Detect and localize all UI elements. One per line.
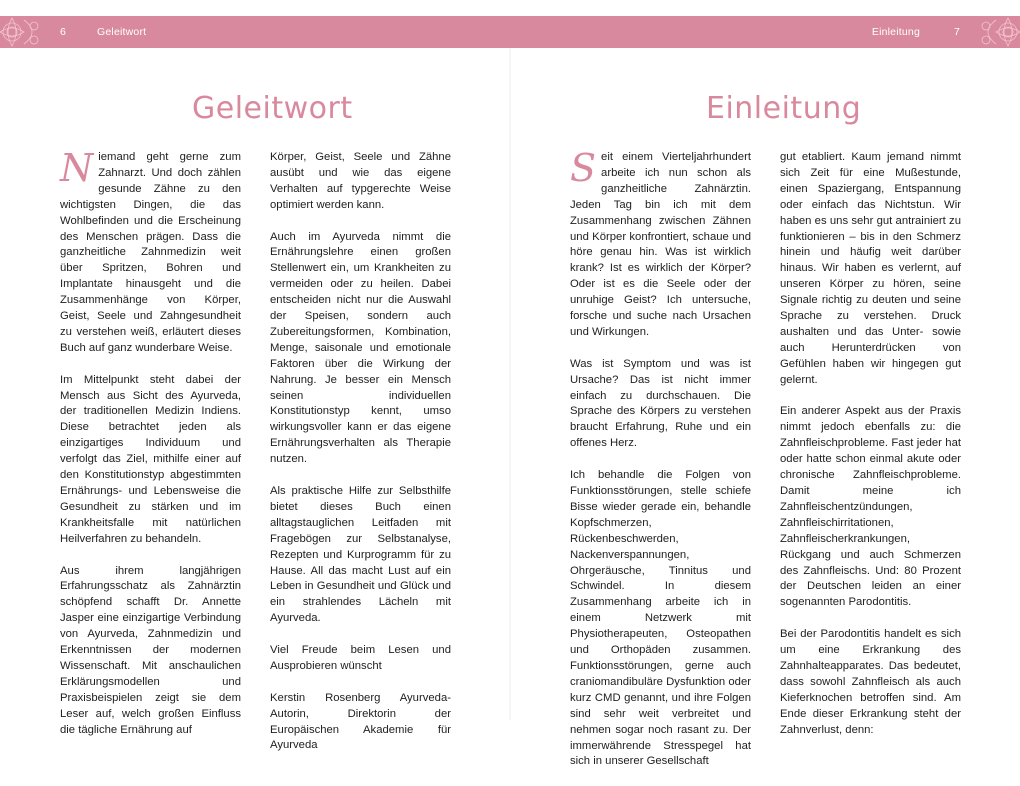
paragraph: Niemand geht gerne zum Zahnarzt. Und doch zählen gesunde Zähne zu den wichtigsten Dingen, die das Wohlbefinden und die Erscheinung des Menschen prägen. Dass die ganzheitliche Zahnmedizin weit über Spritzen, Bohren und Implantate hinausgeht und die Zusammenhänge von Körper, Geist, Seele und Zahngesundheit zu verstehen weiß, erläutert dieses Buch auf ganz wunderbare Weise.: [60, 146, 241, 354]
page-number-left: 6: [60, 26, 67, 38]
paragraph: Als praktische Hilfe zur Selbsthilfe bietet dieses Buch einen alltagstauglichen Leitfaden mit Fragebögen zur Selbstanalyse, Rezepten und Kurprogramm für zu Hause. All das macht Lust auf ein Leben in Gesundheit und Glück und ein strahlendes Lächeln mit Ayurveda.: [270, 485, 451, 625]
paragraph: Ein anderer Aspekt aus der Praxis nimmt jedoch ebenfalls zu: die Zahnfleischprobleme. Fast jeder hat oder hatte schon einmal akute oder chronische Zahnfleischprobleme. Damit meine ich Zahnfleischentzündungen, Zahnfleischirritationen, Zahnfleischerkrankungen, Rückgang und auch Schmerzen des Zahnfleischs. Und: 80 Prozent der Deutschen leiden an einer sogenannten Parodontitis.: [780, 405, 961, 609]
paragraph: Aus ihrem langjährigen Erfahrungsschatz als Zahnärztin schöpfend schafft Dr. Annette Jasper eine einzigartige Verbindung von Ayurveda, Zahnmedizin und Erkenntnissen der modernen Wissenschaft. Mit anschaulichen Erklärungsmodellen und Praxisbeispielen zeigt sie dem Leser auf, welch großen Einfluss die tägliche Ernährung auf: [60, 564, 241, 736]
drop-cap: S: [570, 146, 597, 190]
paragraph: gut etabliert. Kaum jemand nimmt sich Zeit für eine Mußestunde, einen Spaziergang, Entspannung oder einfach das Nichtstun. Wir haben es uns sehr gut antrainiert zu funktionieren – bis in den Schmerz hinein und häufig weit darüber hinaus. Wir haben es verlernt, auf unseren Körper zu hören, seine Signale richtig zu deuten und seine Sprache zu verstehen. Druck aushalten und das Unter- sowie auch Herunterdrücken von Gefühlen haben wir hingegen gut gelernt.: [780, 151, 961, 386]
paragraph: Seit einem Vierteljahrhundert arbeite ich nun schon als ganzheitliche Zahnärztin. Jeden Tag bin ich mit dem Zusammenhang zwischen Zähnen und Körper konfrontiert, schaue und höre genau hin. Was ist wirklich krank? Ist es wirklich der Körper? Oder ist es die Seele oder der unruhige Geist? Ich untersuche, forsche und suche nach Ursachen und Wirkungen.: [570, 146, 751, 338]
page-title-einleitung: Einleitung: [706, 91, 862, 126]
paragraph: Im Mittelpunkt steht dabei der Mensch aus Sicht des Ayurveda, der traditionellen Medizin Indiens. Diese betrachtet jeden als einzigartiges Individuum und verfolgt das Ziel, mithilfe einer auf den Konstitutionstyp abgestimmten Ernährungs- und Lebensweise die Gesundheit zu stärken und im Krankheitsfalle mit natürlichen Heilverfahren zu behandeln.: [60, 373, 241, 545]
book-gutter: [509, 48, 511, 720]
drop-cap: N: [60, 146, 94, 190]
paragraph: Körper, Geist, Seele und Zähne ausübt und wie das eigene Verhalten auf typgerechte Weise optimiert werden kann.: [270, 151, 451, 211]
header-band-right: [510, 16, 1020, 48]
paragraph: Auch im Ayurveda nimmt die Ernährungslehre einen großen Stellenwert ein, um Krankheiten zu vermeiden oder zu heilen. Dabei entscheiden nicht nur die Auswahl der Speisen, sondern auch Zubereitungsformen, Kombination, Menge, saisonale und emotionale Faktoren über die Wirkung der Nahrung. Je besser ein Mensch seinen individuellen Konstitutionstyp kennt, umso wirkungsvoller kann er das eigene Ernährungsverhalten als Therapie nutzen.: [270, 230, 451, 466]
running-head-right: Einleitung: [871, 26, 920, 38]
left-column-2: [270, 150, 451, 770]
right-column-1: [570, 146, 751, 786]
paragraph: Ich behandle die Folgen von Funktionsstörungen, stelle schiefe Bisse wieder gerade ein, behandle Kopfschmerzen, Rückenbeschwerden, Nackenverspannungen, Ohrgeräusche, Tinnitus und Schwindel. In diesem Zusammenhang arbeite ich in einem Netzwerk mit Physiotherapeuten, Osteopathen und Orthopäden zusammen. Funktionsstörungen, gerne auch craniomandibuläre Dysfunktion oder kurz CMD genannt, und ihre Folgen sind sehr weit verbreitet und nehmen sogar noch rasant zu. Der immerwährende Stresspegel hat sich in unserer Gesellschaft: [570, 469, 751, 768]
floral-ornament-icon: [0, 16, 56, 48]
floral-ornament-icon: [964, 16, 1020, 48]
signature-block: Kerstin Rosenberg Ayurveda-Autorin, Direktorin der Europäischen Akademie für Ayurveda: [270, 691, 451, 752]
running-head-left: Geleitwort: [97, 26, 147, 38]
paragraph: Was ist Symptom und was ist Ursache? Das ist nicht immer einfach zu durchschauen. Die Sprache des Körpers zu verstehen braucht Erfahrung, Ruhe und ein offenes Herz.: [570, 357, 751, 450]
right-column-2: [780, 150, 961, 754]
paragraph: Viel Freude beim Lesen und Ausprobieren wünscht: [270, 644, 451, 672]
paragraph: Bei der Parodontitis handelt es sich um eine Erkrankung des Zahnhalteapparates. Das bedeutet, dass sowohl Zahnfleisch als auch Kieferknochen betroffen sind. Am Ende dieser Erkrankung steht der Zahnverlust, denn:: [780, 628, 961, 736]
left-column-1: [60, 146, 241, 754]
header-band-left: [0, 16, 510, 48]
page-title-geleitwort: Geleitwort: [192, 91, 353, 126]
page-number-right: 7: [953, 26, 960, 38]
